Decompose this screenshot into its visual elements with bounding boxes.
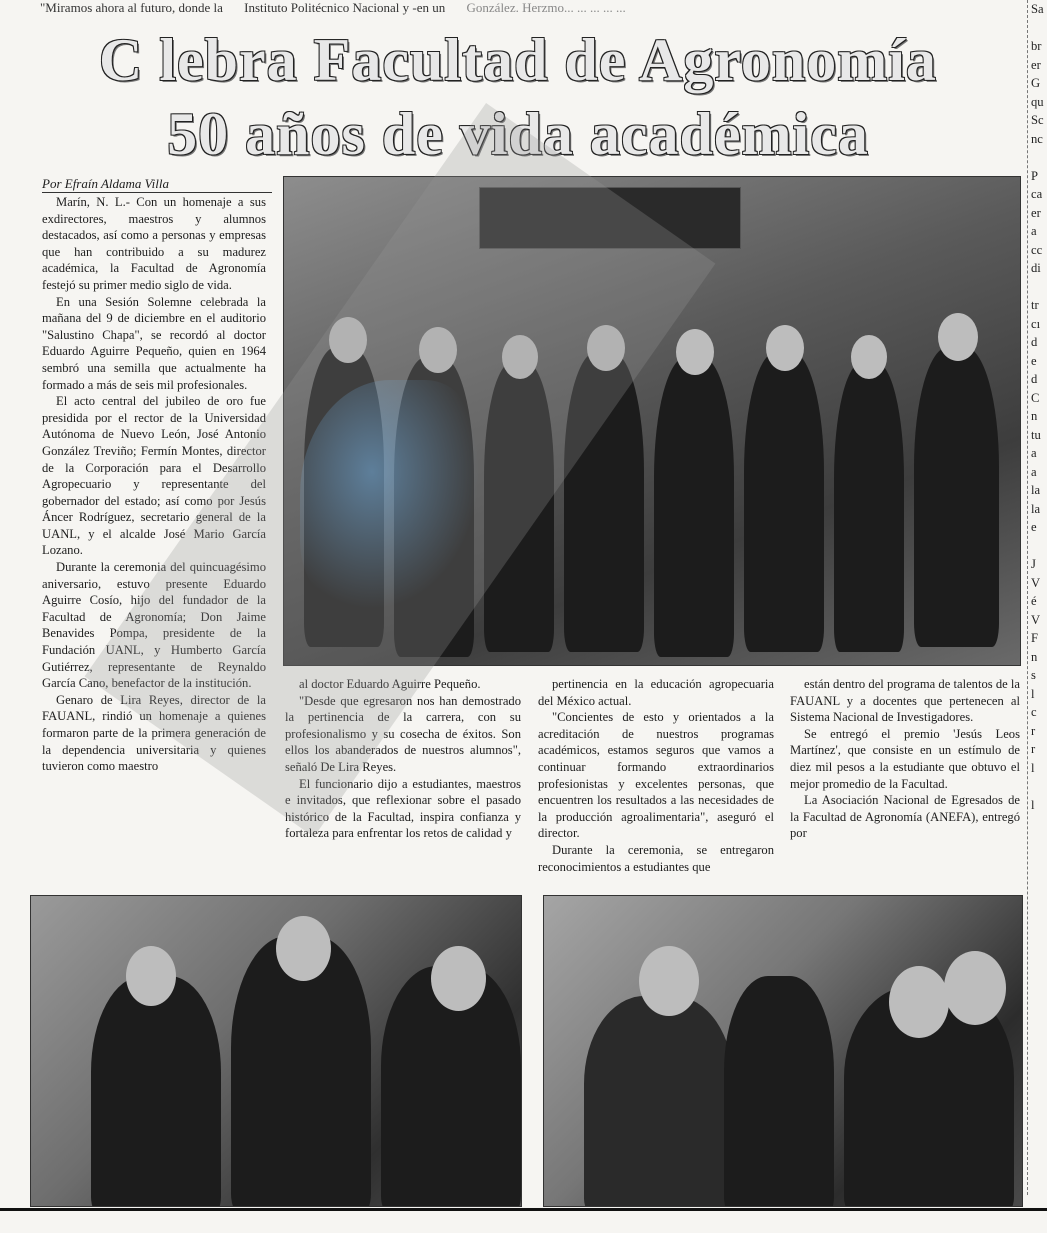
headline-line-2: 50 años de vida académica — [167, 101, 869, 167]
top-strip-text-1: "Miramos ahora al futuro, donde la — [40, 0, 223, 15]
byline: Por Efraín Aldama Villa — [42, 176, 272, 193]
edge-fragment: Sc — [1031, 113, 1044, 127]
edge-fragment: a — [1031, 224, 1037, 238]
edge-fragment: n — [1031, 409, 1038, 423]
face — [851, 335, 887, 379]
edge-fragment — [1031, 777, 1047, 796]
edge-fragment: qu — [1031, 94, 1044, 109]
person-silhouette — [724, 976, 834, 1207]
face — [126, 946, 176, 1006]
edge-fragment: c — [1031, 705, 1037, 719]
edge-fragment: cc — [1031, 242, 1043, 257]
edge-fragment: tr — [1031, 298, 1039, 312]
edge-fragment: la — [1031, 483, 1041, 497]
edge-fragment: d — [1031, 372, 1038, 386]
face — [639, 946, 699, 1016]
col1-paragraph: Durante la ceremonia del quincuagésimo aniversario, estuvo presente Eduardo Aguirre Cosío, hijo del fundador de la Facultad de Agronomía; Don Jaime Benavides Pompa, presidente de la Fundación UANL, y Humberto García Gutiérrez, representante de Reynaldo García Cano, benefactor de la institución. — [42, 560, 266, 691]
col3-paragraph: Durante la ceremonia, se entregaron reconocimientos a estudiantes que — [538, 842, 774, 874]
edge-fragment: n — [1031, 649, 1038, 664]
face — [944, 951, 1006, 1025]
col2-paragraph: al doctor Eduardo Aguirre Pequeño. — [299, 677, 481, 691]
edge-fragment: a — [1031, 464, 1037, 479]
top-strip — [40, 0, 644, 16]
edge-fragment: d — [1031, 335, 1038, 349]
edge-fragment — [1031, 19, 1047, 38]
edge-fragment: J — [1031, 557, 1036, 571]
edge-fragment: Sa — [1031, 2, 1044, 16]
edge-fragment: ca — [1031, 187, 1043, 201]
face — [938, 313, 978, 361]
edge-fragment: br — [1031, 39, 1042, 53]
col1-paragraph: En una Sesión Solemne celebrada la mañana del 9 de diciembre en el auditorio "Salustino Chapa", se recordó al doctor Eduardo Aguirre Pequeño, quien en 1964 sembró una semilla que actualmente ha formado a más de seis mil profesionales. — [42, 294, 266, 392]
col2-paragraph: "Desde que egresaron nos han demostrado la pertinencia de la carrera, con su profesionalismo y su cosecha de éxitos. Son ellos los abanderados de nuestros alumnos", señaló De Lira Reyes. — [285, 693, 521, 774]
col4-paragraph: están dentro del programa de talentos de la FAUANL y a docentes que pertenecen al Sistema Nacional de Investigadores. — [790, 677, 1020, 725]
edge-fragment: l — [1031, 760, 1035, 775]
edge-fragment — [1031, 537, 1047, 556]
photo-bottom-left — [30, 895, 522, 1207]
bottom-rule — [0, 1208, 1047, 1211]
edge-fragment: a — [1031, 446, 1037, 460]
column-4 — [790, 676, 1020, 842]
person-silhouette — [654, 357, 734, 657]
edge-fragment: G — [1031, 76, 1041, 90]
column-divider — [1027, 0, 1028, 1195]
watermark-logo — [300, 380, 480, 610]
col3-paragraph: pertinencia en la educación agropecuaria del México actual. — [538, 677, 774, 708]
edge-fragment — [1031, 278, 1047, 297]
photo-bottom-right — [543, 895, 1023, 1207]
edge-fragment: er — [1031, 205, 1041, 220]
column-3 — [538, 676, 774, 875]
edge-fragment: s — [1031, 668, 1036, 682]
person-silhouette — [834, 362, 904, 652]
face — [676, 329, 714, 375]
edge-fragment: l — [1031, 797, 1035, 812]
edge-fragment — [1031, 148, 1047, 167]
face — [276, 916, 331, 981]
person-silhouette — [91, 976, 221, 1207]
edge-fragment: F — [1031, 631, 1039, 645]
col3-paragraph: "Concientes de esto y orientados a la acreditación de nuestros programas académicos, estamos seguros que vamos a continuar formando extraordinarios profesionistas y excelentes personas, que encuentren los resultados a las necesidades de la producción agroalimentaria", aseguró el director. — [538, 710, 774, 841]
headline-line-1: C lebra Facultad de Agronomía — [99, 27, 937, 93]
edge-fragment: di — [1031, 261, 1041, 275]
edge-fragment: l — [1031, 686, 1035, 701]
col4-paragraph: La Asociación Nacional de Egresados de la Facultad de Agronomía (ANEFA), entregó por — [790, 793, 1020, 841]
face — [766, 325, 804, 371]
edge-fragment: r — [1031, 723, 1036, 738]
edge-column — [1031, 0, 1047, 814]
col2-paragraph: El funcionario dijo a estudiantes, maestros e invitados, que reflexionar sobre el pasado histórico de la Facultad, inspira confianza y fortaleza para enfrentar los retos de calidad y — [285, 776, 521, 841]
col4-paragraph: Se entregó el premio 'Jesús Leos Martínez', que consiste en un estímulo de diez mil pesos a la estudiante que obtuvo el mejor promedio de la Facultad. — [790, 726, 1020, 791]
edge-fragment: C — [1031, 390, 1040, 405]
person-silhouette — [914, 347, 999, 647]
edge-fragment: é — [1031, 594, 1037, 608]
edge-fragment: V — [1031, 575, 1041, 590]
edge-fragment: P — [1031, 168, 1039, 183]
col1-paragraph: Marín, N. L.- Con un homenaje a sus exdirectores, maestros y alumnos destacados, así como a personas y empresas que han contribuido a su madurez académica, la Facultad de Agronomía festejó su primer medio siglo de vida. — [42, 195, 266, 292]
edge-fragment: e — [1031, 353, 1037, 368]
edge-fragment: r — [1031, 742, 1036, 756]
edge-fragment: e — [1031, 520, 1037, 534]
person-silhouette — [744, 352, 824, 652]
edge-fragment: la — [1031, 501, 1041, 516]
person-silhouette — [584, 996, 734, 1207]
edge-fragment: er — [1031, 57, 1041, 72]
edge-fragment: cı — [1031, 316, 1041, 331]
edge-fragment: V — [1031, 612, 1041, 627]
face — [889, 966, 949, 1038]
face — [431, 946, 486, 1011]
edge-fragment: tu — [1031, 427, 1041, 442]
col1-paragraph: Genaro de Lira Reyes, director de la FAUANL, rindió un homenaje a quienes formaron parte de la primera generación de la dependencia universitaria y quienes tuvieron como maestro — [42, 692, 266, 774]
top-strip-text-2: Instituto Politécnico Nacional y -en un — [244, 0, 446, 15]
edge-fragment: nc — [1031, 131, 1043, 146]
top-strip-text-3: González. Herzmo... ... ... ... ... — [466, 0, 626, 15]
col1-paragraph: El acto central del jubileo de oro fue presidida por el rector de la Universidad Autónoma de Nuevo León, José Antonio González Treviño; Fermín Montes, director de la Corporación para el Desarrollo Agropecuario y representante del gobernador del estado; así como por Jesús Áncer Rodríguez, secretario general de la UANL, y el alcalde José Mario García Lozano. — [42, 394, 266, 558]
